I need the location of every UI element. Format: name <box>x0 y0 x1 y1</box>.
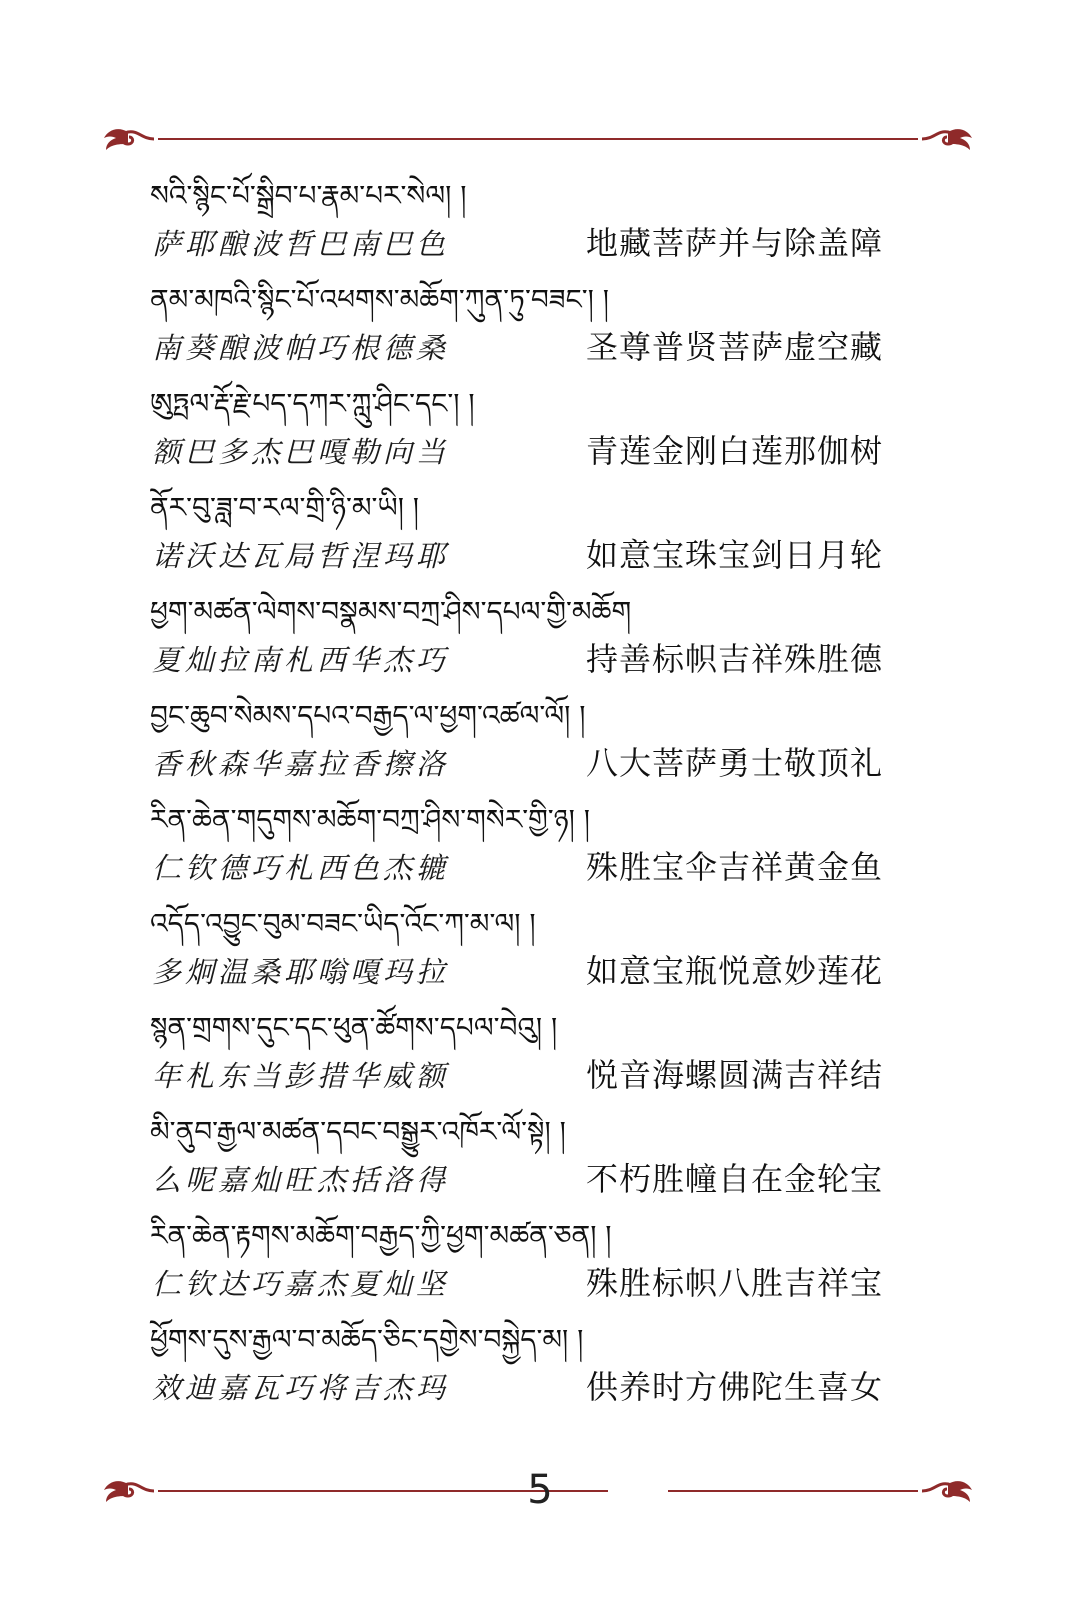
verse-item <box>150 272 930 376</box>
verse-item <box>150 1104 930 1208</box>
chinese-translation: 地藏菩萨并与除盖障 <box>586 224 884 262</box>
tibetan-line: མི་ནུབ་རྒྱལ་མཚན་དབང་བསྒྱུར་འཁོར་ལོ་སྟེ། ། <box>150 1115 566 1148</box>
verse-item <box>150 584 930 688</box>
transliteration-line: 年札东当彭措华威额 <box>152 1059 450 1093</box>
chinese-translation: 如意宝珠宝剑日月轮 <box>586 536 884 574</box>
tibetan-line: རིན་ཆེན་གདུགས་མཆོག་བཀྲ་ཤིས་གསེར་གྱི་ཉ། ། <box>150 803 590 836</box>
tibetan-line: ཨུཏྤལ་རྡོ་རྗེ་པད་དཀར་ཀླུ་ཤིང་དང་། ། <box>150 387 475 420</box>
tibetan-line: ཕྱག་མཚན་ལེགས་བསྣམས་བཀྲ་ཤིས་དཔལ་གྱི་མཆོག <box>150 595 632 628</box>
tibetan-line: བྱང་ཆུབ་སེམས་དཔའ་བརྒྱད་ལ་ཕྱག་འཚལ་ལོ། ། <box>150 699 586 732</box>
tibetan-line: རིན་ཆེན་རྟགས་མཆོག་བརྒྱད་ཀྱི་ཕྱག་མཚན་ཅན། ། <box>150 1219 612 1252</box>
verse-item <box>150 376 930 480</box>
verse-item <box>150 688 930 792</box>
tibetan-line: སྙན་གྲགས་དུང་དང་ཕུན་ཚོགས་དཔལ་བེའུ། ། <box>150 1011 558 1044</box>
transliteration-line: 萨耶酿波哲巴南巴色 <box>152 227 450 261</box>
chinese-translation: 持善标帜吉祥殊胜德 <box>586 640 884 678</box>
verse-item <box>150 168 930 272</box>
chinese-translation: 悦音海螺圆满吉祥结 <box>586 1056 884 1094</box>
chinese-translation: 八大菩萨勇士敬顶礼 <box>586 744 884 782</box>
chinese-translation: 供养时方佛陀生喜女 <box>586 1368 884 1406</box>
page-number: 5 <box>527 1467 553 1513</box>
verse-item <box>150 896 930 1000</box>
chinese-translation: 圣尊普贤菩萨虚空藏 <box>586 328 884 366</box>
scroll-ornament-icon <box>98 1476 158 1506</box>
top-rule-line <box>158 138 918 140</box>
scroll-ornament-icon <box>918 124 978 154</box>
verse-item <box>150 1208 930 1312</box>
chinese-translation: 如意宝瓶悦意妙莲花 <box>586 952 884 990</box>
transliteration-line: 多炯温桑耶嗡嘎玛拉 <box>152 955 450 989</box>
transliteration-line: 效迪嘉瓦巧将吉杰玛 <box>152 1371 450 1405</box>
transliteration-line: 仁钦达巧嘉杰夏灿坚 <box>152 1267 450 1301</box>
transliteration-line: 么呢嘉灿旺杰括洛得 <box>152 1163 450 1197</box>
transliteration-line: 额巴多杰巴嘎勒向当 <box>152 435 450 469</box>
tibetan-line: ནོར་བུ་ཟླ་བ་རལ་གྲི་ཉི་མ་ཡི། ། <box>150 491 420 524</box>
chinese-translation: 殊胜标帜八胜吉祥宝 <box>586 1264 884 1302</box>
chinese-translation: 青莲金刚白莲那伽树 <box>586 432 884 470</box>
transliteration-line: 香秋森华嘉拉香擦洛 <box>152 747 450 781</box>
transliteration-line: 仁钦德巧札西色杰辘 <box>152 851 450 885</box>
verse-item <box>150 480 930 584</box>
scroll-ornament-icon <box>98 124 158 154</box>
scroll-ornament-icon <box>918 1476 978 1506</box>
tibetan-line: ནམ་མཁའི་སྙིང་པོ་འཕགས་མཆོག་ཀུན་ཏུ་བཟང་། ། <box>150 283 609 316</box>
chinese-translation: 不朽胜幢自在金轮宝 <box>586 1160 884 1198</box>
top-ornament-rule <box>98 124 978 154</box>
verse-item <box>150 792 930 896</box>
verse-item <box>150 1312 930 1416</box>
verse-list <box>150 168 930 1416</box>
chinese-translation: 殊胜宝伞吉祥黄金鱼 <box>586 848 884 886</box>
tibetan-line: སའི་སྙིང་པོ་སྒྲིབ་པ་རྣམ་པར་སེལ། ། <box>150 179 467 212</box>
transliteration-line: 诺沃达瓦局哲涅玛耶 <box>152 539 450 573</box>
tibetan-line: ཕྱོགས་དུས་རྒྱལ་བ་མཆོད་ཅིང་དགྱེས་བསྐྱེད་མ། ། <box>150 1323 584 1356</box>
tibetan-line: འདོད་འབྱུང་བུམ་བཟང་ཡིད་འོང་ཀ་མ་ལ། ། <box>150 907 536 940</box>
transliteration-line: 夏灿拉南札西华杰巧 <box>152 643 450 677</box>
transliteration-line: 南葵酿波帕巧根德桑 <box>152 331 450 365</box>
verse-item <box>150 1000 930 1104</box>
